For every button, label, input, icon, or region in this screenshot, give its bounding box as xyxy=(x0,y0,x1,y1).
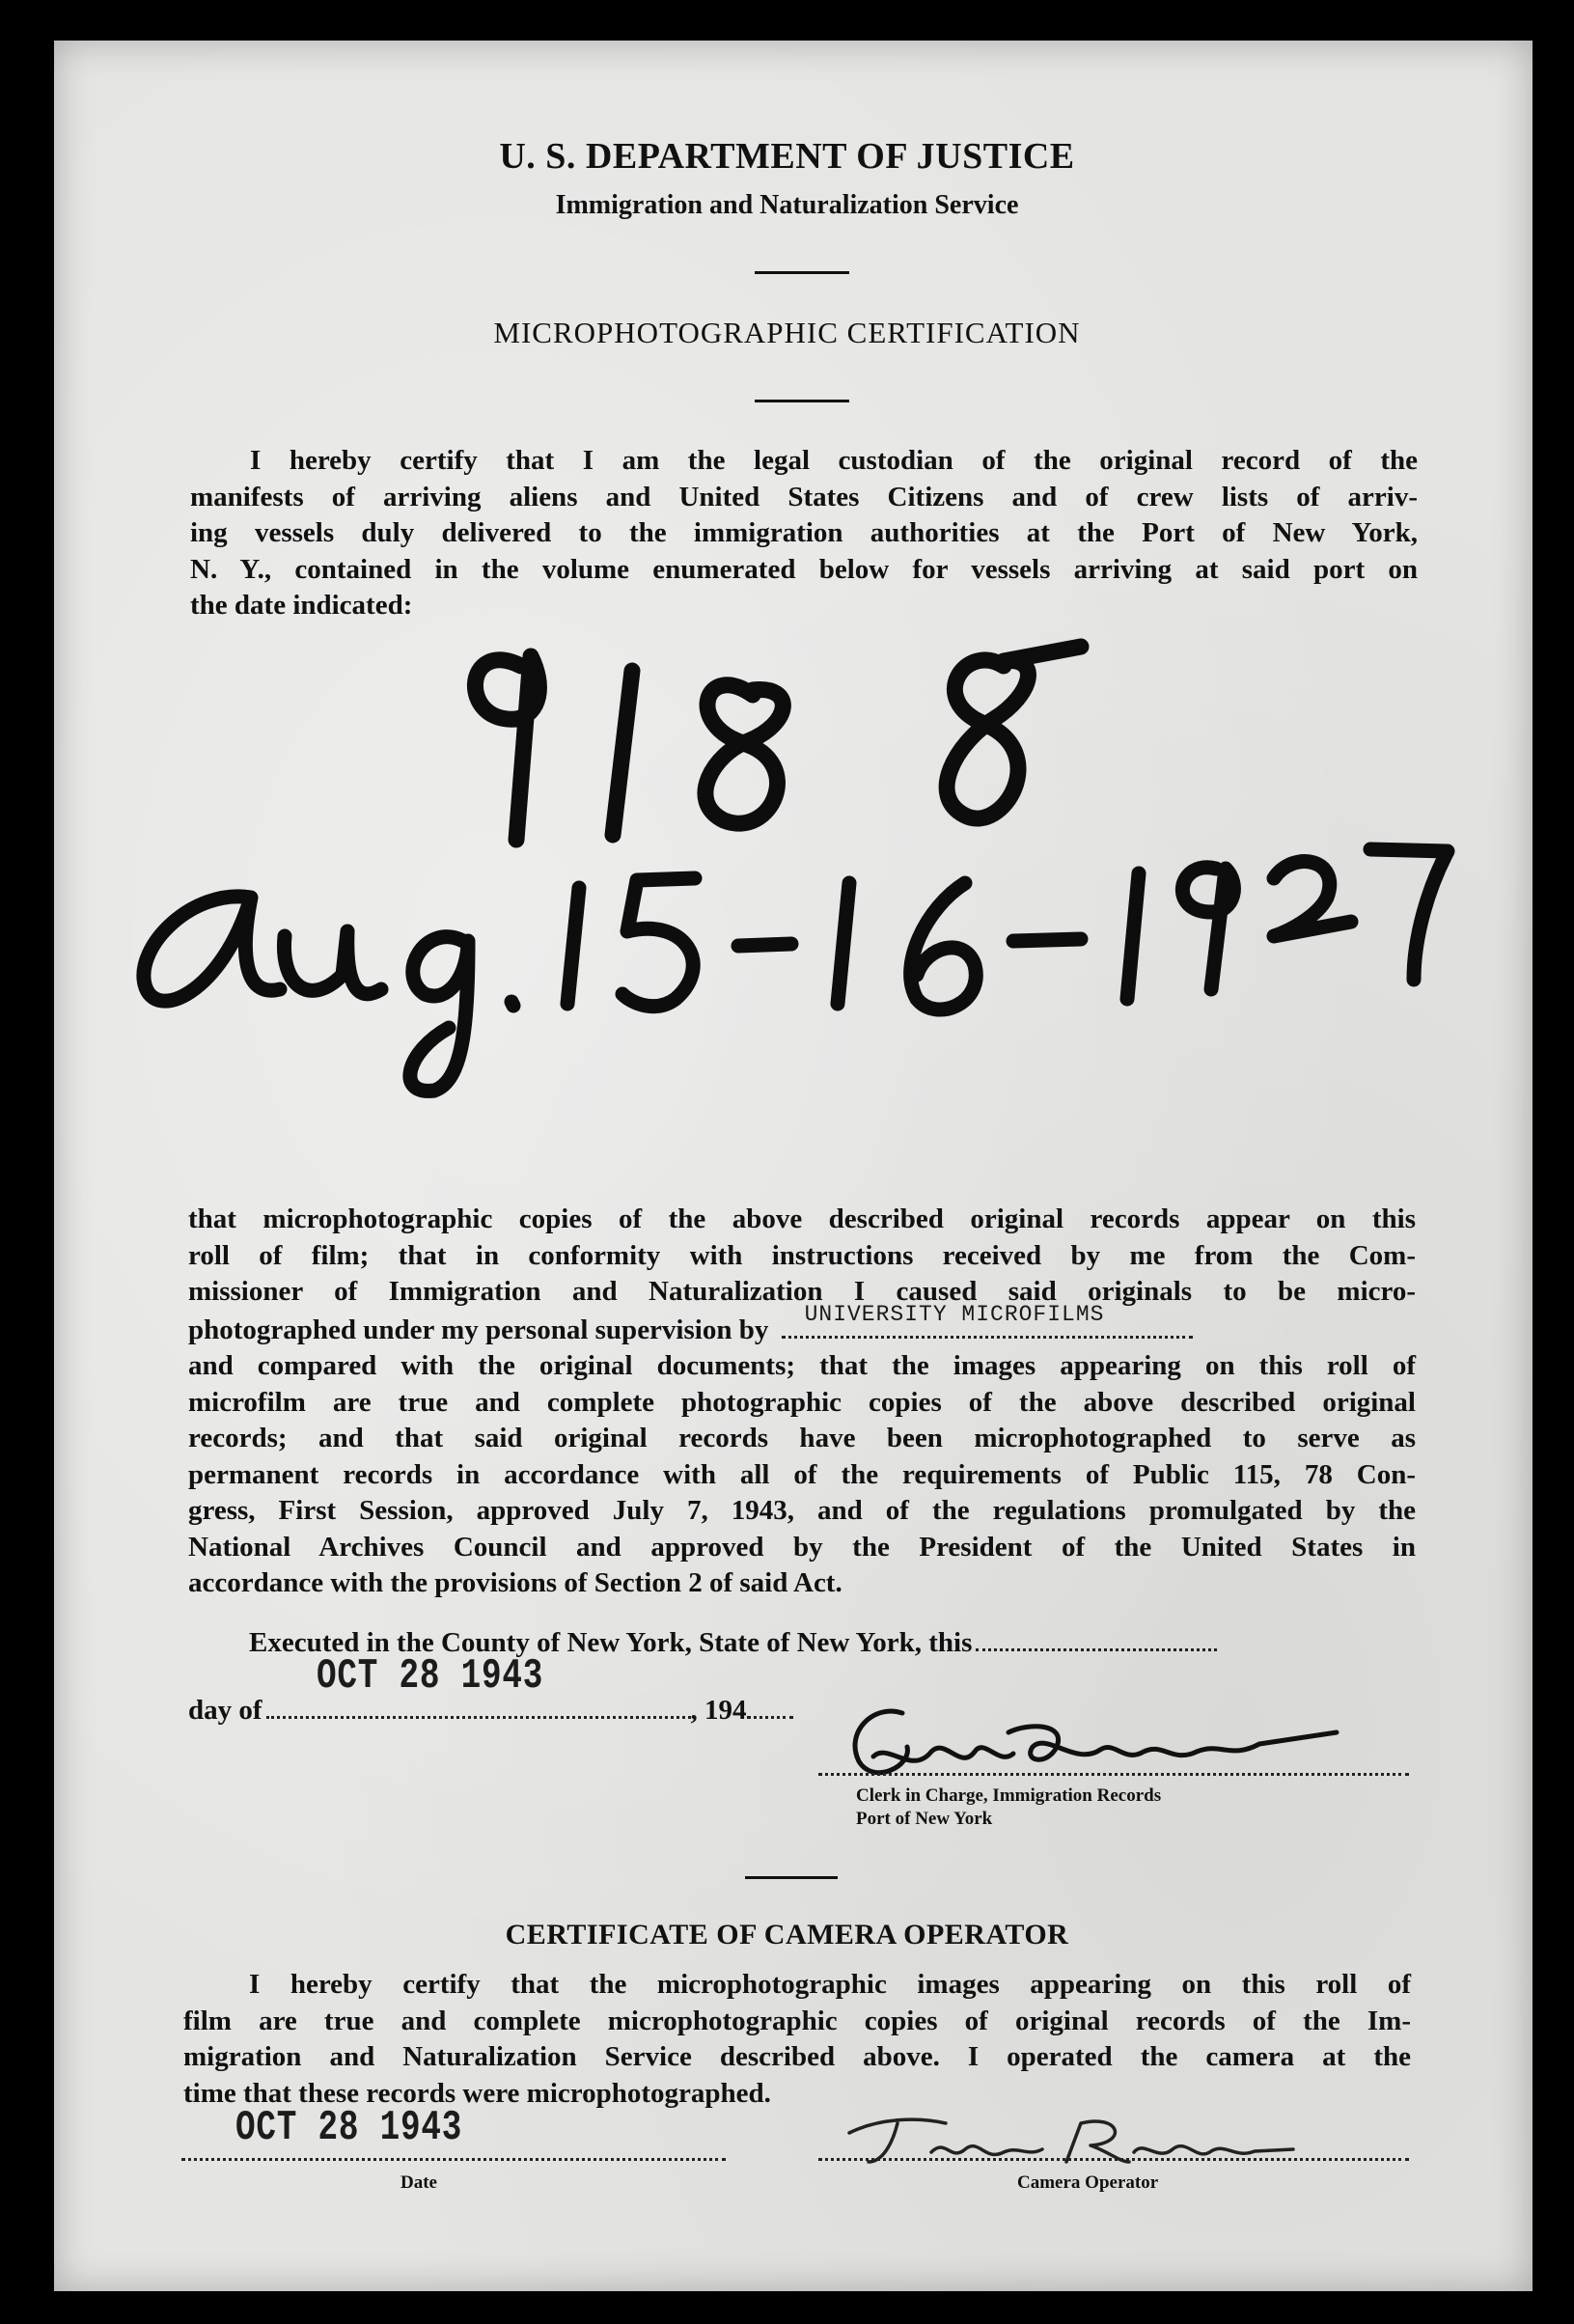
supervisor-typed-name: UNIVERSITY MICROFILMS xyxy=(804,1301,1105,1327)
day-of-label: day of xyxy=(188,1695,262,1726)
body-line: that microphotographic copies of the above described original records appear on this xyxy=(188,1204,1416,1234)
body-line: gress, First Session, approved July 7, 1943, and of the regulations promulgated by the xyxy=(188,1495,1416,1526)
clerk-signature-dotted-line xyxy=(818,1773,1409,1776)
body-paragraph xyxy=(188,1202,1416,1602)
service-subheading: Immigration and Naturalization Service xyxy=(555,190,1019,220)
divider-rule xyxy=(755,271,849,274)
intro-line: I hereby certify that I am the legal custodian of the original record of the xyxy=(250,445,1418,476)
body-line: permanent records in accordance with all of the requirements of Public 115, 78 Con- xyxy=(188,1458,1416,1490)
body-line: records; and that said original records have been microphotographed to serve as xyxy=(188,1423,1416,1453)
certification-title: MICROPHOTOGRAPHIC CERTIFICATION xyxy=(493,316,1081,349)
clerk-title-line1: Clerk in Charge, Immigration Records xyxy=(856,1785,1162,1806)
clerk-signature xyxy=(815,1694,1356,1800)
handwritten-date xyxy=(116,830,1467,1139)
supervisor-dotted-field xyxy=(782,1301,1193,1339)
intro-paragraph xyxy=(190,443,1418,624)
camera-line: I hereby certify that the microphotographic images appearing on this roll of xyxy=(249,1969,1411,2000)
camera-operator-label: Camera Operator xyxy=(1017,2172,1159,2193)
executed-dotted-field xyxy=(976,1627,1217,1651)
body-line: microfilm are true and complete photographic copies of the above described original xyxy=(188,1386,1416,1418)
camera-stamp-date: OCT 28 1943 xyxy=(235,2104,463,2152)
camera-line: time that these records were microphotographed. xyxy=(183,2077,771,2109)
camera-operator-dotted-line xyxy=(818,2158,1409,2161)
divider-rule xyxy=(755,400,849,402)
body-line-supervisor xyxy=(188,1301,1416,1349)
year-dotted-field xyxy=(747,1695,793,1719)
camera-operator-signature xyxy=(840,2109,1303,2176)
camera-date-label: Date xyxy=(400,2172,437,2193)
camera-line: film are true and complete microphotographic copies of original records of the Im- xyxy=(183,2005,1411,2036)
body-line: National Archives Council and approved by the President of the United States in xyxy=(188,1531,1416,1563)
intro-line: ing vessels duly delivered to the immigration authorities at the Port of New York, xyxy=(190,517,1418,548)
executed-stamp-date: OCT 28 1943 xyxy=(317,1652,544,1701)
executed-text: Executed in the County of New York, State of New York, this xyxy=(249,1627,973,1658)
intro-line: manifests of arriving aliens and United States Citizens and of crew lists of arriv- xyxy=(190,481,1418,512)
certificate-sheet xyxy=(54,41,1533,2291)
camera-line: migration and Naturalization Service described above. I operated the camera at the xyxy=(183,2041,1411,2072)
camera-operator-heading: CERTIFICATE OF CAMERA OPERATOR xyxy=(505,1919,1069,1950)
body-line: photographed under my personal supervision by xyxy=(188,1314,769,1345)
body-line: roll of film; that in conformity with instructions received by me from the Com- xyxy=(188,1239,1416,1271)
clerk-title-line2: Port of New York xyxy=(856,1809,993,1829)
day-of-dotted-field xyxy=(266,1695,691,1719)
year-prefix: , 194 xyxy=(690,1695,747,1726)
body-line: accordance with the provisions of Section 2 of said Act. xyxy=(188,1567,842,1598)
day-of-line xyxy=(188,1695,793,1727)
divider-rule xyxy=(745,1876,838,1879)
camera-paragraph xyxy=(183,1967,1411,2112)
camera-date-dotted-line xyxy=(181,2158,726,2161)
intro-line: N. Y., contained in the volume enumerated below for vessels arriving at said port on xyxy=(190,553,1418,585)
body-line: and compared with the original documents; that the images appearing on this roll of xyxy=(188,1350,1416,1381)
body-line: missioner of Immigration and Naturalization I caused said originals to be micro- xyxy=(188,1276,1416,1307)
department-heading: U. S. DEPARTMENT OF JUSTICE xyxy=(499,136,1075,177)
intro-line: the date indicated: xyxy=(190,590,413,621)
